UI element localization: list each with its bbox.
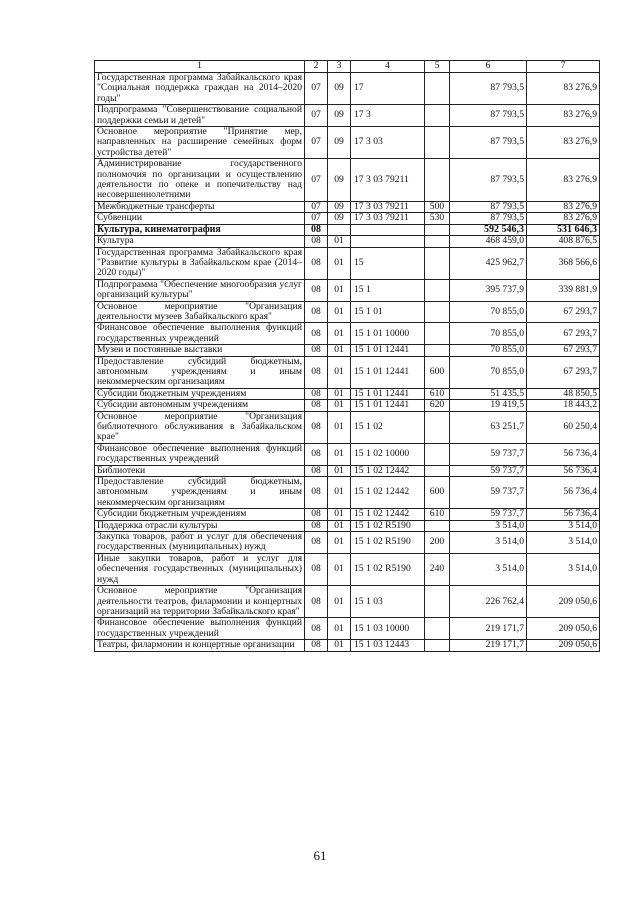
row-value-col7-cell: 83 276,9 [527, 201, 600, 212]
row-section-cell: 08 [305, 388, 328, 399]
table-row [95, 411, 600, 443]
row-section-cell: 08 [305, 640, 328, 651]
row-subsection-cell: 01 [328, 509, 351, 520]
row-subsection-cell: 01 [328, 323, 351, 345]
table-row [95, 236, 600, 247]
row-target-article-cell: 15 1 01 12441 [351, 345, 425, 356]
table-row [95, 127, 600, 159]
row-value-col7-cell: 56 736,4 [527, 477, 600, 509]
row-expense-type-cell [425, 127, 450, 159]
row-value-col6-cell: 87 793,5 [450, 213, 527, 224]
row-value-col7-cell: 339 881,9 [527, 279, 600, 301]
row-value-col7-cell: 209 050,6 [527, 640, 600, 651]
table-row [95, 465, 600, 476]
row-value-col6-cell: 59 737,7 [450, 509, 527, 520]
row-value-col6-cell: 219 171,7 [450, 618, 527, 640]
row-subsection-cell: 01 [328, 301, 351, 323]
row-expense-type-cell: 610 [425, 388, 450, 399]
row-expense-type-cell [425, 520, 450, 531]
row-name-cell: Субсидии бюджетным учреждениям [95, 388, 305, 399]
table-row [95, 400, 600, 411]
row-target-article-cell: 15 1 03 10000 [351, 618, 425, 640]
row-section-cell: 08 [305, 477, 328, 509]
row-section-cell: 08 [305, 520, 328, 531]
header-cell-col1: 1 [95, 61, 305, 73]
row-section-cell: 07 [305, 159, 328, 202]
row-subsection-cell: 01 [328, 400, 351, 411]
table-header-row [95, 61, 600, 73]
row-subsection-cell: 09 [328, 127, 351, 159]
row-expense-type-cell [425, 301, 450, 323]
row-name-cell: Основное мероприятие "Принятие мер, направленных на расширение семейных форм устройства детей" [95, 127, 305, 159]
table-body [95, 61, 600, 652]
row-expense-type-cell: 240 [425, 553, 450, 585]
row-section-cell: 08 [305, 236, 328, 247]
row-target-article-cell: 15 1 02 12442 [351, 477, 425, 509]
row-subsection-cell: 01 [328, 345, 351, 356]
row-value-col7-cell: 83 276,9 [527, 127, 600, 159]
row-target-article-cell [351, 236, 425, 247]
row-value-col6-cell: 59 737,7 [450, 443, 527, 465]
row-name-cell: Финансовое обеспечение выполнения функций государственных учреждений [95, 443, 305, 465]
row-value-col7-cell: 3 514,0 [527, 532, 600, 554]
row-target-article-cell: 15 1 02 [351, 411, 425, 443]
row-subsection-cell [328, 224, 351, 235]
row-expense-type-cell [425, 618, 450, 640]
row-section-cell: 08 [305, 279, 328, 301]
row-section-cell: 07 [305, 127, 328, 159]
row-value-col7-cell: 83 276,9 [527, 105, 600, 127]
header-cell-col7: 7 [527, 61, 600, 73]
row-section-cell: 07 [305, 201, 328, 212]
row-value-col6-cell: 87 793,5 [450, 159, 527, 202]
row-value-col7-cell: 3 514,0 [527, 553, 600, 585]
row-value-col6-cell: 70 855,0 [450, 345, 527, 356]
table-row [95, 509, 600, 520]
row-subsection-cell: 01 [328, 236, 351, 247]
row-subsection-cell: 09 [328, 213, 351, 224]
row-subsection-cell: 01 [328, 247, 351, 279]
row-value-col7-cell: 48 850,5 [527, 388, 600, 399]
row-subsection-cell: 01 [328, 553, 351, 585]
table-row [95, 201, 600, 212]
row-expense-type-cell [425, 105, 450, 127]
row-target-article-cell: 15 1 02 R5190 [351, 553, 425, 585]
row-expense-type-cell [425, 323, 450, 345]
row-name-cell: Основное мероприятие "Организация библиотечного обслуживания в Забайкальском крае" [95, 411, 305, 443]
row-target-article-cell: 15 1 01 12441 [351, 388, 425, 399]
table-row [95, 356, 600, 388]
row-target-article-cell: 15 1 01 12441 [351, 400, 425, 411]
table-row [95, 640, 600, 651]
table-row [95, 586, 600, 618]
row-expense-type-cell [425, 224, 450, 235]
row-expense-type-cell: 610 [425, 509, 450, 520]
row-subsection-cell: 01 [328, 465, 351, 476]
header-cell-col2: 2 [305, 61, 328, 73]
row-subsection-cell: 01 [328, 356, 351, 388]
row-value-col6-cell: 70 855,0 [450, 301, 527, 323]
row-target-article-cell: 15 1 01 10000 [351, 323, 425, 345]
row-section-cell: 07 [305, 73, 328, 105]
row-value-col6-cell: 3 514,0 [450, 553, 527, 585]
row-expense-type-cell: 600 [425, 477, 450, 509]
row-section-cell: 07 [305, 105, 328, 127]
row-expense-type-cell: 600 [425, 356, 450, 388]
row-value-col7-cell: 3 514,0 [527, 520, 600, 531]
row-value-col7-cell: 209 050,6 [527, 618, 600, 640]
table-row [95, 301, 600, 323]
row-expense-type-cell [425, 443, 450, 465]
row-section-cell: 08 [305, 532, 328, 554]
row-expense-type-cell [425, 236, 450, 247]
row-target-article-cell: 15 [351, 247, 425, 279]
row-expense-type-cell [425, 345, 450, 356]
row-section-cell: 08 [305, 465, 328, 476]
row-value-col6-cell: 19 419,5 [450, 400, 527, 411]
row-name-cell: Финансовое обеспечение выполнения функций государственных учреждений [95, 323, 305, 345]
row-name-cell: Межбюджетные трансферты [95, 201, 305, 212]
row-section-cell: 08 [305, 586, 328, 618]
row-subsection-cell: 01 [328, 477, 351, 509]
row-value-col6-cell: 3 514,0 [450, 520, 527, 531]
row-name-cell: Основное мероприятие "Организация деятельности музеев Забайкальского края" [95, 301, 305, 323]
row-value-col7-cell: 83 276,9 [527, 73, 600, 105]
row-value-col7-cell: 67 293,7 [527, 356, 600, 388]
row-subsection-cell: 01 [328, 279, 351, 301]
row-value-col7-cell: 531 646,3 [527, 224, 600, 235]
row-subsection-cell: 01 [328, 388, 351, 399]
row-value-col6-cell: 70 855,0 [450, 323, 527, 345]
table-row [95, 323, 600, 345]
row-target-article-cell [351, 224, 425, 235]
row-value-col6-cell: 592 546,3 [450, 224, 527, 235]
row-name-cell: Субсидии автономным учреждениям [95, 400, 305, 411]
row-value-col7-cell: 83 276,9 [527, 213, 600, 224]
row-value-col6-cell: 59 737,7 [450, 465, 527, 476]
row-expense-type-cell: 620 [425, 400, 450, 411]
row-section-cell: 08 [305, 345, 328, 356]
row-value-col6-cell: 87 793,5 [450, 201, 527, 212]
table-row [95, 443, 600, 465]
row-expense-type-cell [425, 411, 450, 443]
row-name-cell: Предоставление субсидий бюджетным, автономным учреждениям и иным некоммерческим организациям [95, 477, 305, 509]
table-row [95, 73, 600, 105]
row-value-col6-cell: 468 459,0 [450, 236, 527, 247]
row-section-cell: 08 [305, 443, 328, 465]
row-name-cell: Поддержка отрасли культуры [95, 520, 305, 531]
row-subsection-cell: 09 [328, 201, 351, 212]
table-row [95, 345, 600, 356]
row-section-cell: 08 [305, 509, 328, 520]
row-expense-type-cell: 530 [425, 213, 450, 224]
row-subsection-cell: 09 [328, 73, 351, 105]
row-target-article-cell: 15 1 01 12441 [351, 356, 425, 388]
row-name-cell: Предоставление субсидий бюджетным, автономным учреждениям и иным некоммерческим организациям [95, 356, 305, 388]
row-expense-type-cell: 500 [425, 201, 450, 212]
budget-table [94, 60, 600, 652]
row-subsection-cell: 01 [328, 520, 351, 531]
row-section-cell: 08 [305, 618, 328, 640]
table-row [95, 224, 600, 235]
row-value-col7-cell: 67 293,7 [527, 345, 600, 356]
row-value-col6-cell: 425 962,7 [450, 247, 527, 279]
row-section-cell: 07 [305, 213, 328, 224]
row-value-col7-cell: 56 736,4 [527, 443, 600, 465]
row-subsection-cell: 01 [328, 443, 351, 465]
row-target-article-cell: 15 1 03 12443 [351, 640, 425, 651]
row-target-article-cell: 17 3 03 [351, 127, 425, 159]
row-section-cell: 08 [305, 224, 328, 235]
row-value-col7-cell: 60 250,4 [527, 411, 600, 443]
row-target-article-cell: 15 1 01 [351, 301, 425, 323]
table-row [95, 213, 600, 224]
row-name-cell: Администрирование государственного полномочия по организации и осуществлению деятельности по опеке и попечительству над несовершеннолетними [95, 159, 305, 202]
row-name-cell: Музеи и постоянные выставки [95, 345, 305, 356]
row-target-article-cell: 15 1 02 12442 [351, 465, 425, 476]
row-subsection-cell: 01 [328, 640, 351, 651]
row-value-col6-cell: 59 737,7 [450, 477, 527, 509]
row-name-cell: Подпрограмма "Совершенствование социальной поддержки семьи и детей" [95, 105, 305, 127]
row-name-cell: Театры, филармонии и концертные организации [95, 640, 305, 651]
row-value-col7-cell: 209 050,6 [527, 586, 600, 618]
row-target-article-cell: 17 3 03 79211 [351, 201, 425, 212]
row-expense-type-cell [425, 640, 450, 651]
row-value-col6-cell: 87 793,5 [450, 73, 527, 105]
row-target-article-cell: 15 1 02 12442 [351, 509, 425, 520]
row-section-cell: 08 [305, 323, 328, 345]
row-target-article-cell: 17 3 03 79211 [351, 213, 425, 224]
row-target-article-cell: 17 [351, 73, 425, 105]
row-value-col6-cell: 51 435,5 [450, 388, 527, 399]
table-row [95, 532, 600, 554]
row-value-col7-cell: 56 736,4 [527, 509, 600, 520]
row-value-col6-cell: 87 793,5 [450, 105, 527, 127]
table-row [95, 279, 600, 301]
row-target-article-cell: 15 1 02 10000 [351, 443, 425, 465]
row-value-col6-cell: 3 514,0 [450, 532, 527, 554]
row-value-col6-cell: 395 737,9 [450, 279, 527, 301]
row-section-cell: 08 [305, 356, 328, 388]
row-name-cell: Иные закупки товаров, работ и услуг для обеспечения государственных (муниципальных) нужд [95, 553, 305, 585]
row-subsection-cell: 01 [328, 618, 351, 640]
row-value-col6-cell: 226 762,4 [450, 586, 527, 618]
page-number: 61 [313, 848, 327, 863]
table-row [95, 553, 600, 585]
row-subsection-cell: 01 [328, 411, 351, 443]
table-row [95, 477, 600, 509]
table-row [95, 388, 600, 399]
row-subsection-cell: 01 [328, 586, 351, 618]
row-target-article-cell: 15 1 03 [351, 586, 425, 618]
header-cell-col4: 4 [351, 61, 425, 73]
row-name-cell: Культура, кинематография [95, 224, 305, 235]
row-name-cell: Субвенции [95, 213, 305, 224]
row-expense-type-cell: 200 [425, 532, 450, 554]
row-name-cell: Государственная программа Забайкальского края "Социальная поддержка граждан на 2014–2020 годы" [95, 73, 305, 105]
table-row [95, 105, 600, 127]
row-name-cell: Финансовое обеспечение выполнения функций государственных учреждений [95, 618, 305, 640]
row-value-col7-cell: 83 276,9 [527, 159, 600, 202]
row-value-col6-cell: 70 855,0 [450, 356, 527, 388]
row-expense-type-cell [425, 586, 450, 618]
row-value-col6-cell: 63 251,7 [450, 411, 527, 443]
row-section-cell: 08 [305, 247, 328, 279]
row-name-cell: Субсидии бюджетным учреждениям [95, 509, 305, 520]
row-name-cell: Основное мероприятие "Организация деятельности театров, филармонии и концертных организаций на территории Забайкальского края" [95, 586, 305, 618]
row-subsection-cell: 09 [328, 159, 351, 202]
row-expense-type-cell [425, 279, 450, 301]
row-value-col7-cell: 18 443,2 [527, 400, 600, 411]
row-name-cell: Закупка товаров, работ и услуг для обеспечения государственных (муниципальных) нужд [95, 532, 305, 554]
row-value-col7-cell: 368 566,6 [527, 247, 600, 279]
row-section-cell: 08 [305, 400, 328, 411]
row-value-col6-cell: 219 171,7 [450, 640, 527, 651]
row-value-col7-cell: 56 736,4 [527, 465, 600, 476]
row-value-col7-cell: 67 293,7 [527, 301, 600, 323]
row-name-cell: Государственная программа Забайкальского края "Развитие культуры в Забайкальском крае (2014–2020 годы)" [95, 247, 305, 279]
header-cell-col3: 3 [328, 61, 351, 73]
table-row [95, 618, 600, 640]
row-name-cell: Культура [95, 236, 305, 247]
row-subsection-cell: 01 [328, 532, 351, 554]
row-section-cell: 08 [305, 553, 328, 585]
row-subsection-cell: 09 [328, 105, 351, 127]
table-row [95, 520, 600, 531]
row-value-col7-cell: 67 293,7 [527, 323, 600, 345]
row-expense-type-cell [425, 465, 450, 476]
row-name-cell: Подпрограмма "Обеспечение многообразия услуг организаций культуры" [95, 279, 305, 301]
row-expense-type-cell [425, 159, 450, 202]
table-row [95, 159, 600, 202]
row-target-article-cell: 15 1 02 R5190 [351, 520, 425, 531]
row-section-cell: 08 [305, 411, 328, 443]
row-expense-type-cell [425, 73, 450, 105]
row-expense-type-cell [425, 247, 450, 279]
row-value-col7-cell: 408 876,5 [527, 236, 600, 247]
row-target-article-cell: 15 1 [351, 279, 425, 301]
header-cell-col6: 6 [450, 61, 527, 73]
row-name-cell: Библиотеки [95, 465, 305, 476]
row-value-col6-cell: 87 793,5 [450, 127, 527, 159]
row-section-cell: 08 [305, 301, 328, 323]
header-cell-col5: 5 [425, 61, 450, 73]
row-target-article-cell: 15 1 02 R5190 [351, 532, 425, 554]
table-row [95, 247, 600, 279]
row-target-article-cell: 17 3 [351, 105, 425, 127]
row-target-article-cell: 17 3 03 79211 [351, 159, 425, 202]
